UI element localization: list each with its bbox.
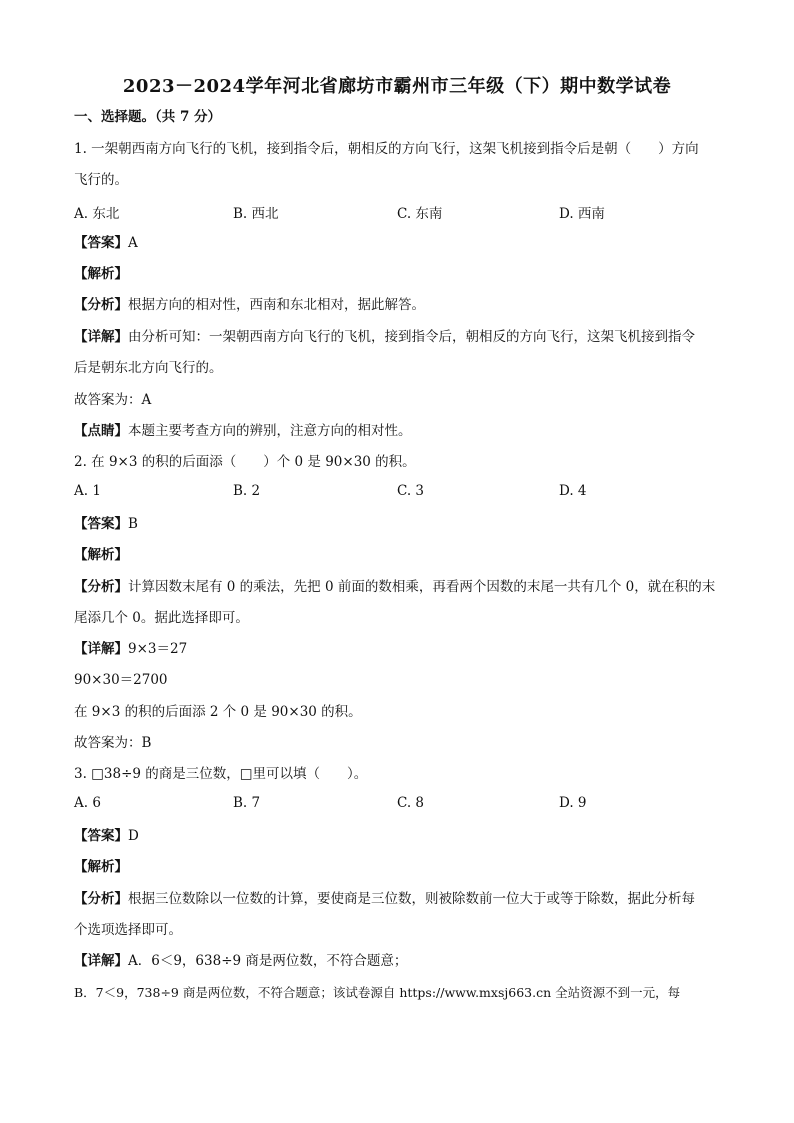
question-1-stem-cont: 飞行的。	[74, 172, 128, 188]
xiangjie-tag: 【详解】	[74, 641, 128, 657]
fenxi-tag: 【分析】	[74, 891, 128, 907]
answer-value: B	[128, 516, 138, 532]
fenxi-text: 根据方向的相对性，西南和东北相对，据此解答。	[128, 297, 425, 313]
xiangjie-text: A．6＜9，638÷9 商是两位数，不符合题意；	[128, 953, 408, 969]
answer-tag: 【答案】	[74, 828, 128, 844]
xiangjie-text-cont: B．7＜9，738÷9 商是两位数，不符合题意；该试卷源自 https://www.mxsj663.cn 全站资源不到一元，每	[74, 985, 681, 1000]
question-2-stem: 2. 在 9×3 的积的后面添（ ）个 0 是 90×30 的积。	[74, 454, 416, 470]
xiangjie-line	[74, 639, 734, 659]
answer-value: D	[128, 828, 139, 844]
fenxi-line	[74, 577, 734, 597]
xiangjie-text: 9×3＝27	[128, 641, 188, 657]
xiangjie-text: 由分析可知：一架朝西南方向飞行的飞机，接到指令后，朝相反的方向飞行，这架飞机接到指令	[128, 329, 695, 345]
xiangjie-tag: 【详解】	[74, 329, 128, 345]
option-c: C. 3	[397, 483, 425, 499]
question-1-stem: 1. 一架朝西南方向飞行的飞机，接到指令后，朝相反的方向飞行，这架飞机接到指令后是朝（ ）方向	[74, 141, 699, 157]
option-a: A. 1	[74, 483, 101, 499]
dianjing-tag: 【点睛】	[74, 423, 128, 439]
conclusion: 故答案为：A	[74, 392, 152, 408]
option-d: D. 4	[559, 483, 587, 499]
answer-line	[74, 514, 734, 534]
fenxi-text: 根据三位数除以一位数的计算，要使商是三位数，则被除数前一位大于或等于除数，据此分析每	[128, 891, 695, 907]
xiangjie-line	[74, 951, 734, 971]
xiangjie-text-cont: 在 9×3 的积的后面添 2 个 0 是 90×30 的积。	[74, 704, 362, 720]
option-c: C. 8	[397, 795, 425, 811]
option-b: B. 西北	[233, 206, 279, 222]
xiangjie-text-cont: 90×30＝2700	[74, 672, 168, 688]
question-3-options	[74, 795, 734, 815]
option-d: D. 西南	[559, 206, 605, 222]
dianjing-line	[74, 421, 734, 441]
question-1-options	[74, 202, 734, 222]
analysis-tag: 【解析】	[74, 266, 128, 282]
fenxi-text: 计算因数末尾有 0 的乘法，先把 0 前面的数相乘，再看两个因数的末尾一共有几个 0，就在积的末	[128, 579, 716, 595]
fenxi-text-cont: 尾添几个 0。据此选择即可。	[74, 610, 249, 626]
conclusion: 故答案为：B	[74, 735, 152, 751]
xiangjie-line	[74, 327, 734, 347]
xiangjie-text-cont: 后是朝东北方向飞行的。	[74, 360, 223, 376]
xiangjie-tag: 【详解】	[74, 953, 128, 969]
fenxi-line	[74, 889, 734, 909]
answer-value: A	[128, 235, 138, 251]
option-b: B. 7	[233, 795, 261, 811]
answer-tag: 【答案】	[74, 516, 128, 532]
question-2-options	[74, 483, 734, 503]
answer-line	[74, 233, 734, 253]
fenxi-line	[74, 295, 734, 315]
section-heading: 一、选择题。（共 7 分）	[74, 109, 222, 125]
option-b: B. 2	[233, 483, 261, 499]
question-3-stem: 3. □38÷9 的商是三位数，□里可以填（ ）。	[74, 766, 368, 782]
fenxi-text-cont: 个选项选择即可。	[74, 922, 182, 938]
analysis-tag: 【解析】	[74, 859, 128, 875]
option-a: A. 东北	[74, 206, 120, 222]
analysis-tag: 【解析】	[74, 547, 128, 563]
page-title: 2023－2024学年河北省廊坊市霸州市三年级（下）期中数学试卷	[122, 76, 672, 97]
fenxi-tag: 【分析】	[74, 579, 128, 595]
answer-line	[74, 826, 734, 846]
answer-tag: 【答案】	[74, 235, 128, 251]
dianjing-text: 本题主要考查方向的辨别，注意方向的相对性。	[128, 423, 412, 439]
fenxi-tag: 【分析】	[74, 297, 128, 313]
option-c: C. 东南	[397, 206, 443, 222]
option-a: A. 6	[74, 795, 101, 811]
option-d: D. 9	[559, 795, 587, 811]
